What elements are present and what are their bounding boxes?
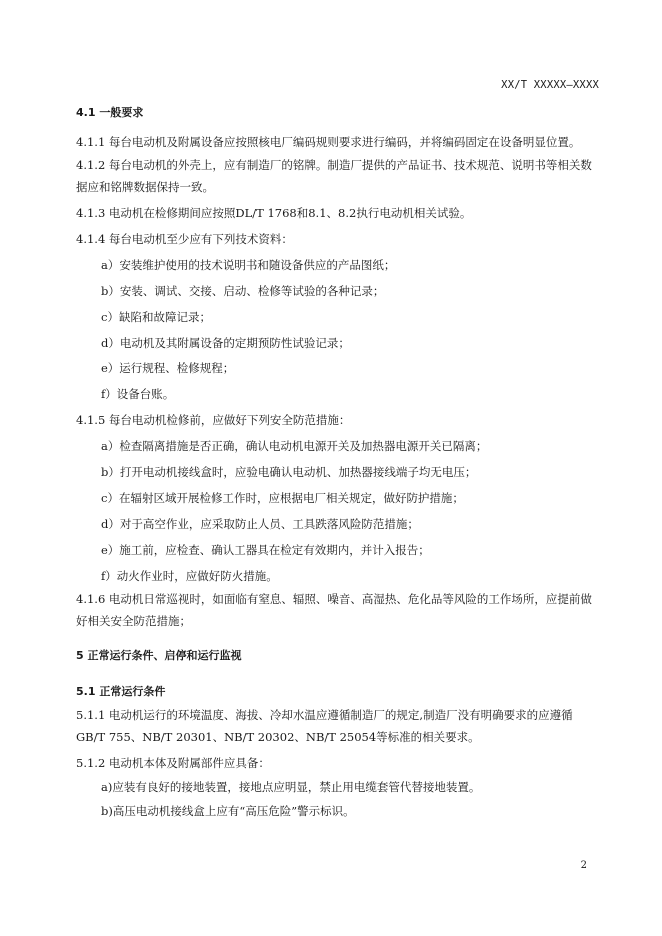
list-item: a)应装有良好的接地装置，接地点应明显，禁止用电缆套管代替接地装置。 xyxy=(101,780,481,794)
clause-4-1-1: 4.1.1 每台电动机及附属设备应按照核电厂编码规则要求进行编码，并将编码固定在设备明显位置。 xyxy=(76,135,581,149)
page-number: 2 xyxy=(580,860,587,871)
list-item: d）对于高空作业，应采取防止人员、工具跌落风险防范措施； xyxy=(101,517,419,531)
list-item: b)高压电动机接线盒上应有“高压危险”警示标识。 xyxy=(101,804,355,818)
list-item: e）运行规程、检修规程； xyxy=(101,361,235,375)
standard-code: XX/T XXXXX—XXXX xyxy=(501,79,599,91)
clause-4-1-4: 4.1.4 每台电动机至少应有下列技术资料： xyxy=(76,232,293,246)
clause-4-1-5: 4.1.5 每台电动机检修前，应做好下列安全防范措施： xyxy=(76,413,351,427)
clause-4-1-2: 4.1.2 每台电动机的外壳上，应有制造厂的铭牌。制造厂提供的产品证书、技术规范、说明书等相关数据应和铭牌数据保持一致。 xyxy=(76,158,592,194)
section-4-1-heading: 4.1 一般要求 xyxy=(76,106,144,119)
list-item: f）设备台账。 xyxy=(101,387,175,401)
clause-5-1-1: 5.1.1 电动机运行的环境温度、海拔、冷却水温应遵循制造厂的规定,制造厂没有明确要求的应遵循GB/T 755、NB/T 20301、NB/T 20302、NB/T 25054等标准的相关要求。 xyxy=(76,708,573,744)
list-item: a）检查隔离措施是否正确，确认电动机电源开关及加热器电源开关已隔离； xyxy=(101,439,488,453)
list-item: b）安装、调试、交接、启动、检修等试验的各种记录； xyxy=(101,284,385,298)
list-item: d）电动机及其附属设备的定期预防性试验记录； xyxy=(101,336,350,350)
list-item: b）打开电动机接线盒时，应验电确认电动机、加热器接线端子均无电压； xyxy=(101,465,477,479)
list-item: e）施工前，应检查、确认工器具在检定有效期内，并计入报告； xyxy=(101,543,430,557)
list-item: c）缺陷和故障记录； xyxy=(101,310,211,324)
section-5-heading: 5 正常运行条件、启停和运行监视 xyxy=(76,649,242,662)
list-item: a）安装维护使用的技术说明书和随设备供应的产品图纸； xyxy=(101,258,396,272)
section-5-1-heading: 5.1 正常运行条件 xyxy=(76,685,166,698)
list-item: f）动火作业时，应做好防火措施。 xyxy=(101,569,278,583)
clause-4-1-6: 4.1.6 电动机日常巡视时，如面临有窒息、辐照、噪音、高湿热、危化品等风险的工作场所，应提前做好相关安全防范措施； xyxy=(76,592,592,628)
clause-5-1-2: 5.1.2 电动机本体及附属部件应具备： xyxy=(76,756,270,770)
list-item: c）在辐射区域开展检修工作时，应根据电厂相关规定，做好防护措施； xyxy=(101,491,464,505)
clause-4-1-3: 4.1.3 电动机在检修期间应按照DL/T 1768和8.1、8.2执行电动机相关试验。 xyxy=(76,206,472,220)
